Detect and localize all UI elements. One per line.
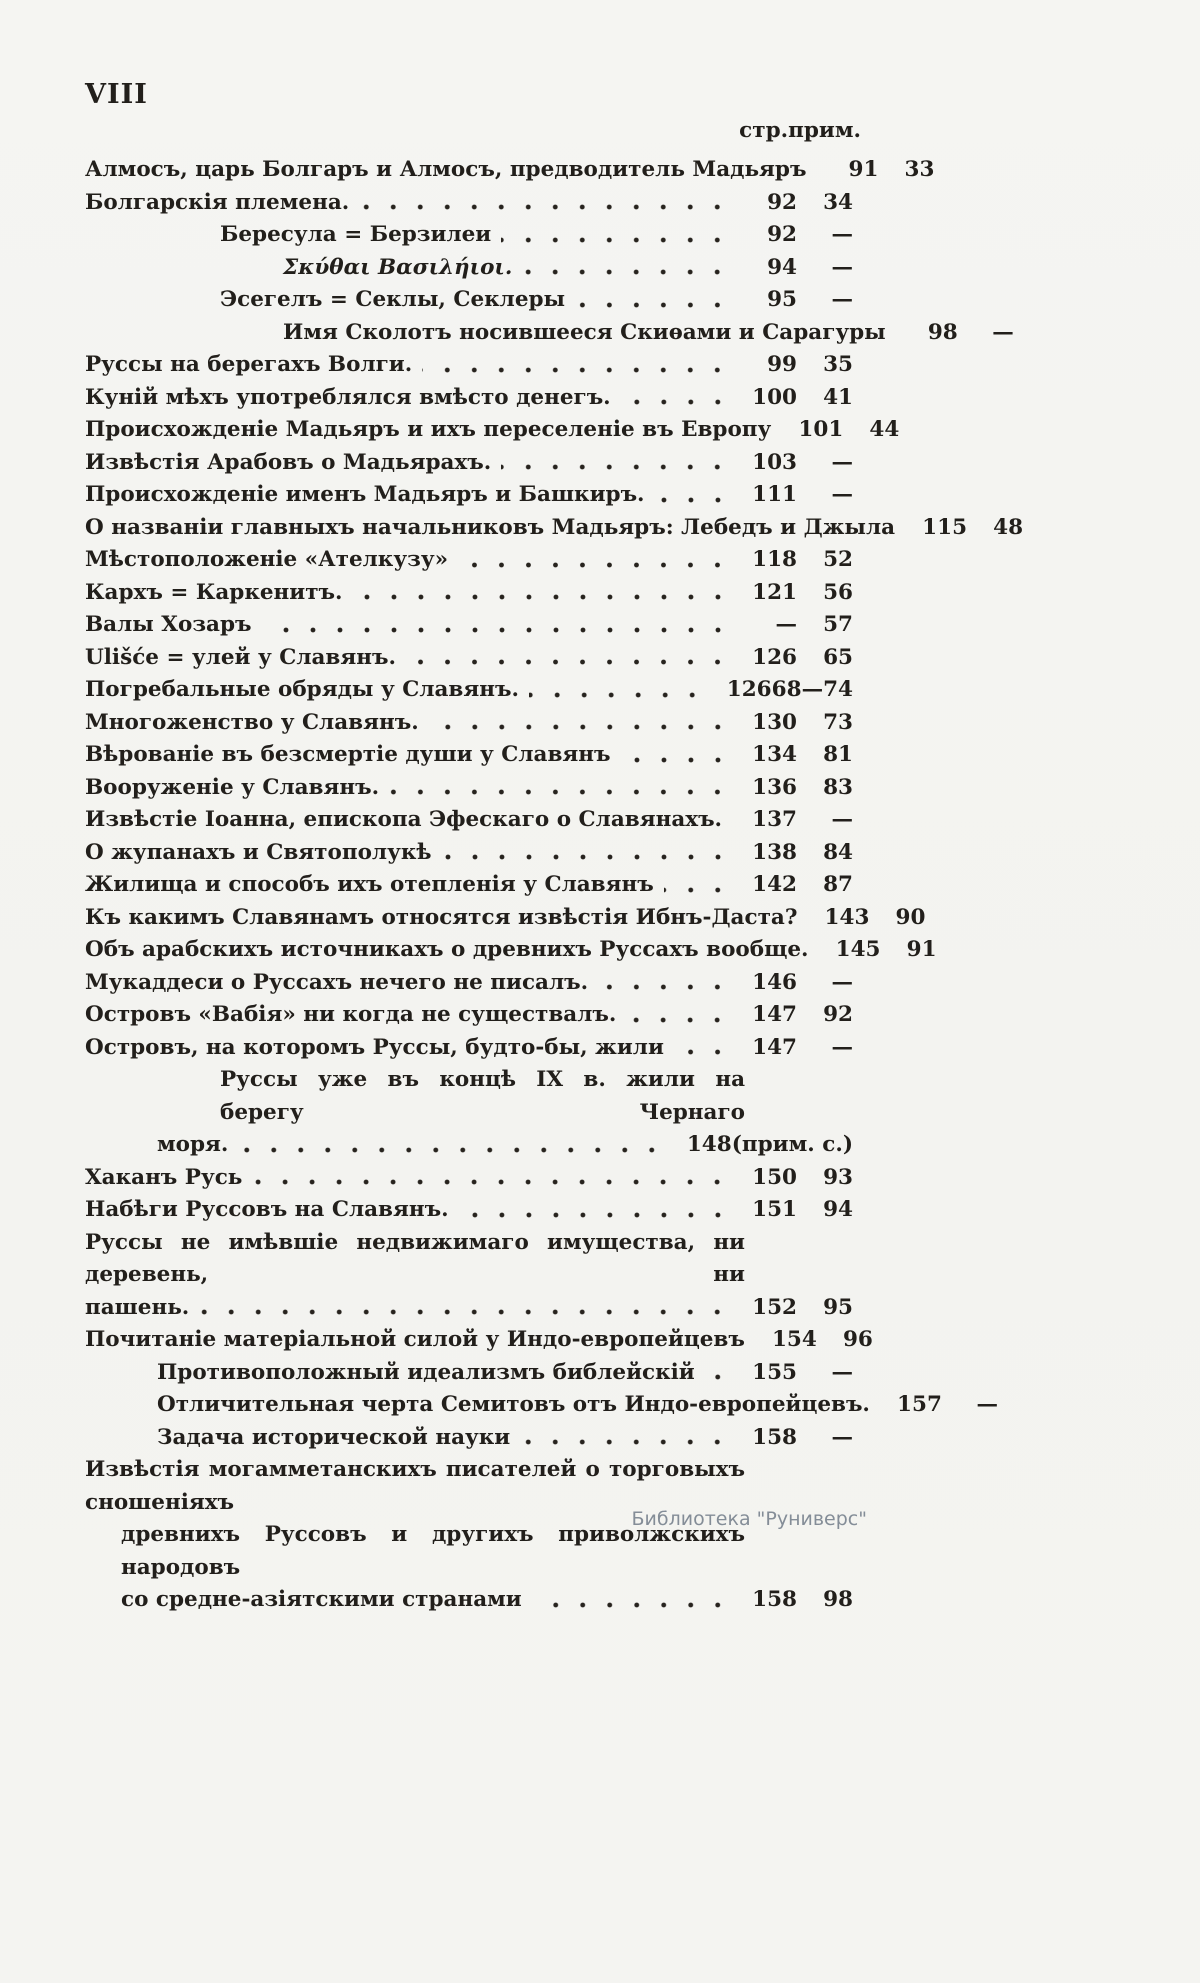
note-number: 92 — [823, 1002, 853, 1027]
dot-leader — [705, 1357, 735, 1390]
toc-entry-text: Задача исторической науки — [157, 1424, 511, 1450]
toc-entry-text: Набѣги Руссовъ на Славянъ. — [85, 1197, 449, 1222]
toc-entry-lastline — [85, 154, 935, 187]
page-number: 92 — [767, 222, 797, 247]
note-number: — — [831, 1359, 853, 1385]
toc-entry-lastline — [85, 1324, 873, 1357]
toc-entry — [85, 447, 867, 480]
column-header-page: стр. — [739, 118, 789, 143]
dot-leader — [732, 804, 735, 837]
toc-entry-lastline — [85, 284, 867, 317]
page-number: 121 — [752, 579, 797, 605]
toc-entry-text: Противоположный идеализмъ библейскій — [157, 1359, 695, 1385]
toc-entry-lastline — [85, 414, 900, 447]
note-number: 96 — [842, 1327, 873, 1352]
toc-entry — [85, 739, 867, 772]
toc-entry-lastline — [85, 674, 867, 707]
dot-leader — [442, 837, 736, 870]
toc-entry — [85, 154, 935, 187]
toc-entry — [85, 544, 867, 577]
toc-entry-lastline — [85, 577, 867, 610]
toc-entry — [85, 1357, 867, 1390]
note-number: — — [831, 449, 853, 475]
toc-entry-lastline — [85, 187, 867, 220]
page-number: 152 — [752, 1294, 797, 1320]
toc-entry-lastline — [85, 837, 867, 870]
page-number: 147 — [752, 1034, 797, 1060]
toc-entry-lastline — [85, 512, 1024, 545]
dot-leader — [522, 252, 735, 285]
toc-entry-text: Хаканъ Русь — [85, 1164, 243, 1190]
dot-leader — [532, 1584, 735, 1617]
toc-entry — [85, 1032, 867, 1065]
page-number: 92 — [767, 189, 797, 215]
toc-entry-lastline — [85, 967, 867, 1000]
toc-entry-text: Извѣстіе Іоанна, епископа Эфескаго о Славянахъ. — [85, 807, 723, 832]
dot-leader — [575, 284, 735, 317]
toc-entry-lastline — [85, 1032, 867, 1065]
page-number: 94 — [767, 254, 797, 280]
dot-leader — [458, 544, 735, 577]
toc-entry — [85, 479, 867, 512]
dot-leader — [529, 674, 710, 707]
toc-entry — [85, 609, 867, 642]
note-number: 95 — [823, 1294, 853, 1320]
note-number: 90 — [895, 904, 926, 930]
page-number: 137 — [752, 807, 797, 832]
note-number: — — [831, 482, 853, 507]
toc-entry-lastline — [85, 739, 867, 772]
dot-leader — [626, 999, 735, 1032]
column-header-note: прим. — [788, 118, 861, 143]
dot-leader — [238, 1129, 669, 1162]
page-number: 126 — [752, 644, 797, 670]
toc-entry-lastline — [85, 642, 867, 675]
note-number: 81 — [823, 742, 853, 767]
dot-leader — [664, 869, 735, 902]
note-number: — — [976, 1392, 998, 1417]
note-number: — — [831, 222, 853, 247]
toc-entry — [85, 642, 867, 675]
note-number: 35 — [823, 352, 853, 377]
page-number: 98 — [927, 319, 958, 345]
toc-entry-text: Происхожденіе Мадьяръ и ихъ переселеніе въ Европу — [85, 417, 772, 442]
toc-entry-text: Валы Хозаръ — [85, 612, 252, 637]
note-number: — — [831, 287, 853, 312]
toc-entry-text: Извѣстія Арабовъ о Мадьярахъ. — [85, 449, 492, 475]
page-number: 147 — [752, 1002, 797, 1027]
dot-leader — [501, 447, 735, 480]
toc-entry-text: Ulišće = улей у Славянъ. — [85, 644, 396, 670]
toc-entry-lastline — [85, 1584, 867, 1617]
toc-entry-text: Имя Сколотъ носившееся Скиѳами и Сарагуры — [283, 319, 886, 345]
toc-entry-lastline — [85, 707, 867, 740]
note-number: — — [992, 319, 1014, 345]
note-number: 65 — [823, 644, 853, 670]
toc-entry-text: Почитаніе матеріальной силой у Индо-европейцевъ — [85, 1327, 745, 1352]
toc-entry-text: О жупанахъ и Святополукѣ — [85, 839, 432, 865]
page-number: 118 — [752, 547, 797, 572]
page-number: 146 — [752, 969, 797, 995]
toc-entry-text: со средне-азіятскими странами — [121, 1587, 522, 1612]
toc-entry-text: Вѣрованіе въ безсмертіе души у Славянъ — [85, 742, 611, 767]
page-number: 150 — [752, 1164, 797, 1190]
page-number: 115 — [922, 514, 968, 540]
toc-entry — [85, 772, 867, 805]
page-number: 143 — [824, 904, 870, 930]
toc-entry-text: Руссы не имѣвшіе недвижимаго имущества, ни деревень, ни — [85, 1229, 745, 1287]
dot-leader — [406, 642, 735, 675]
dot-leader — [359, 187, 735, 220]
toc-entry-lastline — [85, 1389, 998, 1422]
toc-entry-text: моря. — [157, 1132, 229, 1157]
toc-entry-text: Кархъ = Каркенитъ. — [85, 579, 343, 605]
toc-entry — [85, 1162, 867, 1195]
note-number: 52 — [823, 547, 853, 572]
toc-entry-lastline — [85, 609, 867, 642]
toc-entry-text: пашень. — [85, 1294, 190, 1320]
toc-entry-text: Погребальные обряды у Славянъ. — [85, 677, 519, 702]
toc-entry-lastline — [85, 1422, 867, 1455]
page-number: 101 — [798, 417, 844, 442]
toc-entry-text: Многоженство у Славянъ. — [85, 709, 419, 735]
toc-entry-lastline — [85, 902, 926, 935]
note-number: 93 — [823, 1164, 853, 1190]
dot-leader — [252, 1162, 735, 1195]
page-number: 99 — [767, 352, 797, 377]
note-number: 98 — [823, 1587, 853, 1612]
page-number: 91 — [848, 157, 879, 182]
page-content — [85, 78, 1024, 1617]
toc-entry-text: Извѣстія могамметанскихъ писателей о торговыхъ сношеніяхъ — [85, 1457, 745, 1515]
toc-entry-lastline — [85, 317, 1014, 350]
toc-entry-lastline — [85, 999, 867, 1032]
toc-entry — [85, 187, 867, 220]
toc-entry-lastline — [85, 804, 867, 837]
toc-entry-text: Болгарскія племена. — [85, 189, 350, 215]
toc-entry-text: Руссы уже въ концѣ IX в. жили на берегу Чернаго — [220, 1067, 745, 1125]
page-number: 158 — [752, 1587, 797, 1612]
toc-entry-lastline — [85, 1194, 867, 1227]
page-number: 126 — [726, 677, 772, 702]
toc-entry-lastline — [85, 219, 867, 252]
toc-entry-text: Объ арабскихъ источникахъ о древнихъ Руссахъ вообще. — [85, 937, 809, 962]
toc-entry — [85, 1422, 867, 1455]
toc-entry-text: Мукаддеси о Руссахъ нечего не писалъ. — [85, 969, 589, 995]
page-number: 95 — [767, 287, 797, 312]
toc-entry-text: Къ какимъ Славянамъ относятся извѣстія Ибнъ-Даста? — [85, 904, 798, 930]
toc-entry — [85, 577, 867, 610]
toc-entry-lastline — [85, 544, 867, 577]
toc-entry — [85, 837, 867, 870]
page-number: 100 — [752, 384, 797, 410]
page-number: 111 — [752, 482, 797, 507]
page-number: 148 — [686, 1132, 732, 1157]
toc-entry — [85, 934, 937, 967]
note-number: 87 — [823, 872, 853, 897]
note-number: 83 — [823, 774, 853, 800]
toc-entry — [85, 1194, 867, 1227]
toc-entry — [85, 1324, 873, 1357]
toc-entry-text: О названіи главныхъ начальниковъ Мадьяръ: Лебедъ и Джыла — [85, 514, 896, 540]
toc-entry-text: Происхожденіе именъ Мадьяръ и Башкиръ. — [85, 482, 645, 507]
toc-entry — [85, 349, 867, 382]
note-number: 44 — [869, 417, 900, 442]
dot-leader — [674, 1032, 735, 1065]
note-number: 41 — [823, 384, 853, 410]
toc-entry — [85, 999, 867, 1032]
toc-entry-lastline — [85, 1162, 867, 1195]
toc-entry-lastline — [85, 1292, 867, 1325]
toc-entry-lastline — [85, 447, 867, 480]
dot-leader — [621, 739, 735, 772]
toc-entry-text: Бересула = Берзилеи — [220, 222, 492, 247]
toc-entry-lastline — [85, 934, 937, 967]
dot-leader — [262, 609, 736, 642]
toc-entry — [85, 414, 900, 447]
note-number: 48 — [993, 514, 1024, 540]
page-number: 138 — [752, 839, 797, 865]
dot-leader — [520, 1422, 735, 1455]
note-number: 33 — [904, 157, 935, 182]
dot-leader — [621, 382, 735, 415]
toc-entry — [85, 219, 867, 252]
page-number: 142 — [752, 872, 797, 897]
note-number: — — [831, 807, 853, 832]
dot-leader — [199, 1292, 735, 1325]
toc-entry-text: Куній мѣхъ употреблялся вмѣсто денегъ. — [85, 384, 611, 410]
toc-entry — [85, 707, 867, 740]
page-number: 151 — [752, 1197, 797, 1222]
toc-entry-text: Мѣстоположеніе «Ателкузу» — [85, 547, 449, 572]
page-number: 155 — [752, 1359, 797, 1385]
toc-entry-lastline — [85, 349, 867, 382]
toc-entry — [85, 1227, 867, 1325]
library-watermark: Библиотека "Руниверс" — [631, 1508, 867, 1530]
toc-entry — [85, 1454, 867, 1617]
toc-list — [85, 154, 1024, 1617]
dot-leader — [598, 967, 735, 1000]
toc-entry — [85, 382, 867, 415]
toc-entry-text: Эсегелъ = Секлы, Секлеры — [220, 287, 566, 312]
toc-entry-text: Жилища и способъ ихъ отепленія у Славянъ — [85, 872, 654, 897]
toc-entry — [85, 1064, 867, 1162]
note-number: (прим. с.) — [731, 1132, 853, 1157]
note-number: 68—74 — [771, 677, 853, 702]
toc-entry-text: Вооруженіе у Славянъ. — [85, 774, 380, 800]
note-number: 84 — [823, 839, 853, 865]
toc-entry-text: Σκύθαι Βασιλήιοι. — [283, 254, 513, 280]
toc-entry — [85, 317, 1014, 350]
note-number: 34 — [823, 189, 853, 215]
toc-entry-text: Островъ, на которомъ Руссы, будто-бы, жили — [85, 1034, 664, 1060]
toc-entry — [85, 1389, 998, 1422]
page-number: 158 — [752, 1424, 797, 1450]
page-number: 103 — [752, 449, 797, 475]
toc-entry — [85, 902, 926, 935]
dot-leader — [429, 707, 735, 740]
toc-entry — [85, 804, 867, 837]
toc-entry-text: древнихъ Руссовъ и другихъ приволжскихъ народовъ — [121, 1522, 745, 1580]
dot-leader — [353, 577, 735, 610]
dot-leader — [389, 772, 735, 805]
note-number: — — [831, 969, 853, 995]
note-number: — — [831, 1034, 853, 1060]
toc-entry-lastline — [85, 772, 867, 805]
page-number: 136 — [752, 774, 797, 800]
toc-entry-lastline — [85, 1129, 867, 1162]
toc-entry-text: Руссы на берегахъ Волги. — [85, 352, 413, 377]
toc-entry-lastline — [85, 1357, 867, 1390]
toc-entry — [85, 869, 867, 902]
toc-entry — [85, 252, 867, 285]
toc-entry — [85, 512, 1024, 545]
page-number: 157 — [897, 1392, 942, 1417]
note-number: 57 — [823, 612, 853, 637]
toc-entry-text: Отличительная черта Семитовъ отъ Индо-европейцевъ. — [157, 1392, 870, 1417]
note-number: 94 — [823, 1197, 853, 1222]
toc-entry-lastline — [85, 252, 867, 285]
note-number: — — [831, 1424, 853, 1450]
folio-number: VIII — [85, 79, 148, 110]
toc-entry-text: Островъ «Вабія» ни когда не существалъ. — [85, 1002, 617, 1027]
page-number: 134 — [752, 742, 797, 767]
toc-entry — [85, 967, 867, 1000]
dot-leader — [501, 219, 735, 252]
page-number: — — [775, 612, 797, 637]
dot-leader — [422, 349, 735, 382]
toc-entry — [85, 674, 867, 707]
toc-entry-lastline — [85, 869, 867, 902]
column-headers — [85, 116, 867, 146]
toc-entry-text: Алмосъ, царь Болгаръ и Алмосъ, предводитель Мадьяръ — [85, 157, 807, 182]
page-number: 130 — [752, 709, 797, 735]
page-number: 145 — [835, 937, 881, 962]
note-number: 73 — [823, 709, 853, 735]
page-number: 154 — [771, 1327, 817, 1352]
dot-leader — [655, 479, 735, 512]
note-number: 91 — [906, 937, 937, 962]
note-number: — — [831, 254, 853, 280]
dot-leader — [459, 1194, 735, 1227]
toc-entry-lastline — [85, 382, 867, 415]
note-number: 56 — [823, 579, 853, 605]
toc-entry — [85, 284, 867, 317]
toc-entry-lastline — [85, 479, 867, 512]
